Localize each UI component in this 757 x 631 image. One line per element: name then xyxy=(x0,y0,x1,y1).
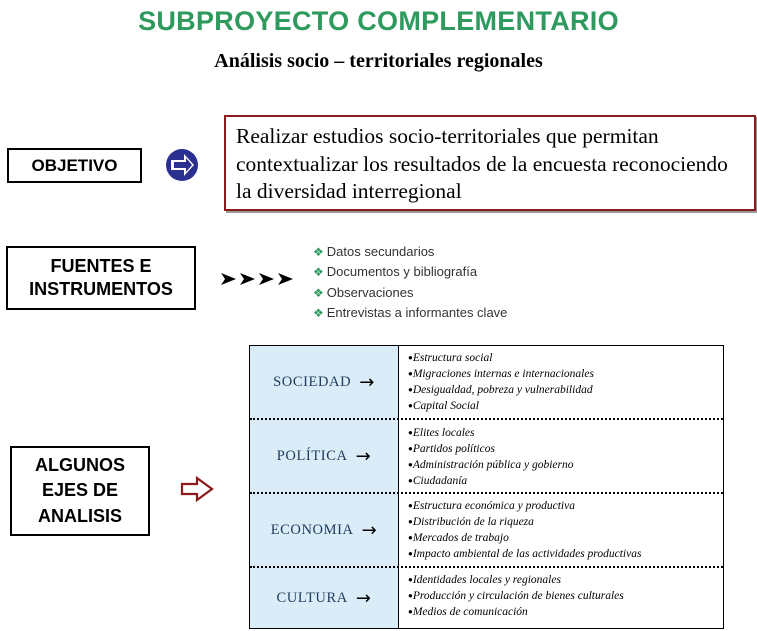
diamond-bullet-icon: ❖ xyxy=(313,245,324,259)
arrow-right-icon: → xyxy=(355,587,372,609)
axis-label: CULTURA xyxy=(276,589,348,606)
list-item: ❖ Observaciones xyxy=(313,284,414,300)
diamond-bullet-icon: ❖ xyxy=(313,285,324,300)
axis-label: ECONOMIA xyxy=(270,521,354,538)
axis-items-politica xyxy=(408,425,574,489)
page-title: SUBPROYECTO COMPLEMENTARIO xyxy=(138,6,619,36)
list-item: ●Migraciones internas e internacionales xyxy=(408,368,594,380)
axis-row-politica xyxy=(250,420,398,492)
list-item: ●Impacto ambiental de las actividades productivas xyxy=(408,548,642,560)
axis-label: POLÍTICA xyxy=(276,447,348,464)
ejes-label-box xyxy=(10,446,150,536)
arrowheads-icon xyxy=(220,270,298,288)
diamond-bullet-icon: ❖ xyxy=(313,305,324,320)
list-item: ●Medios de comunicación xyxy=(408,606,528,618)
list-item: ❖ Entrevistas a informantes clave xyxy=(313,304,508,320)
list-item: ●Desigualdad, pobreza y vulnerabilidad xyxy=(408,384,593,396)
arrow-right-icon: → xyxy=(359,371,375,393)
list-item: ●Elites locales xyxy=(408,427,475,439)
page-subtitle: Análisis socio – territoriales regionales xyxy=(214,50,543,72)
list-item: ●Identidades locales y regionales xyxy=(408,574,561,586)
list-item: ●Estructura social xyxy=(408,352,493,364)
list-item: ●Ciudadanía xyxy=(408,475,468,487)
axis-items-sociedad xyxy=(408,350,594,414)
circle-arrow-right-icon xyxy=(165,148,199,182)
ejes-label-line1: ALGUNOS xyxy=(35,455,125,476)
list-item: ●Producción y circulación de bienes culturales xyxy=(408,590,624,602)
ejes-label-line3: ANALISIS xyxy=(37,505,122,526)
axis-row-cultura xyxy=(250,568,398,628)
ejes-label-line2: EJES DE xyxy=(41,480,119,501)
axes-table xyxy=(249,345,724,629)
outline-arrow-right-icon xyxy=(180,476,214,502)
list-item: ●Mercados de trabajo xyxy=(408,532,509,544)
objective-text: Realizar estudios socio-territoriales que permitan contextualizar los resultados de la encuesta reconociendo la diversidad interregional xyxy=(236,124,728,204)
fuentes-label-line2: INSTRUMENTOS xyxy=(29,279,173,299)
list-item: ●Administración pública y gobierno xyxy=(408,459,574,471)
objective-text-box xyxy=(224,115,756,211)
arrow-right-icon: → xyxy=(355,445,372,467)
axis-label: SOCIEDAD xyxy=(273,373,352,390)
list-item: ❖ Documentos y bibliografía xyxy=(313,264,478,280)
sources-list xyxy=(313,242,507,323)
axis-row-sociedad xyxy=(250,346,398,418)
axis-items-economia xyxy=(408,498,641,562)
list-item: ●Estructura económica y productiva xyxy=(408,500,575,512)
diamond-bullet-icon: ❖ xyxy=(313,265,324,280)
fuentes-label-line1: FUENTES E xyxy=(50,255,152,276)
axis-items-cultura xyxy=(408,572,624,620)
objetivo-label-box xyxy=(7,148,142,183)
fuentes-label-box xyxy=(6,246,196,310)
list-item: ❖ Datos secundarios xyxy=(313,244,435,259)
list-item: ●Partidos políticos xyxy=(408,443,495,455)
arrow-right-icon: → xyxy=(361,519,378,541)
list-item: ●Distribución de la riqueza xyxy=(408,516,534,528)
list-item: ●Capital Social xyxy=(408,400,479,412)
objetivo-label: OBJETIVO xyxy=(31,155,118,175)
axis-row-economia xyxy=(250,494,398,566)
